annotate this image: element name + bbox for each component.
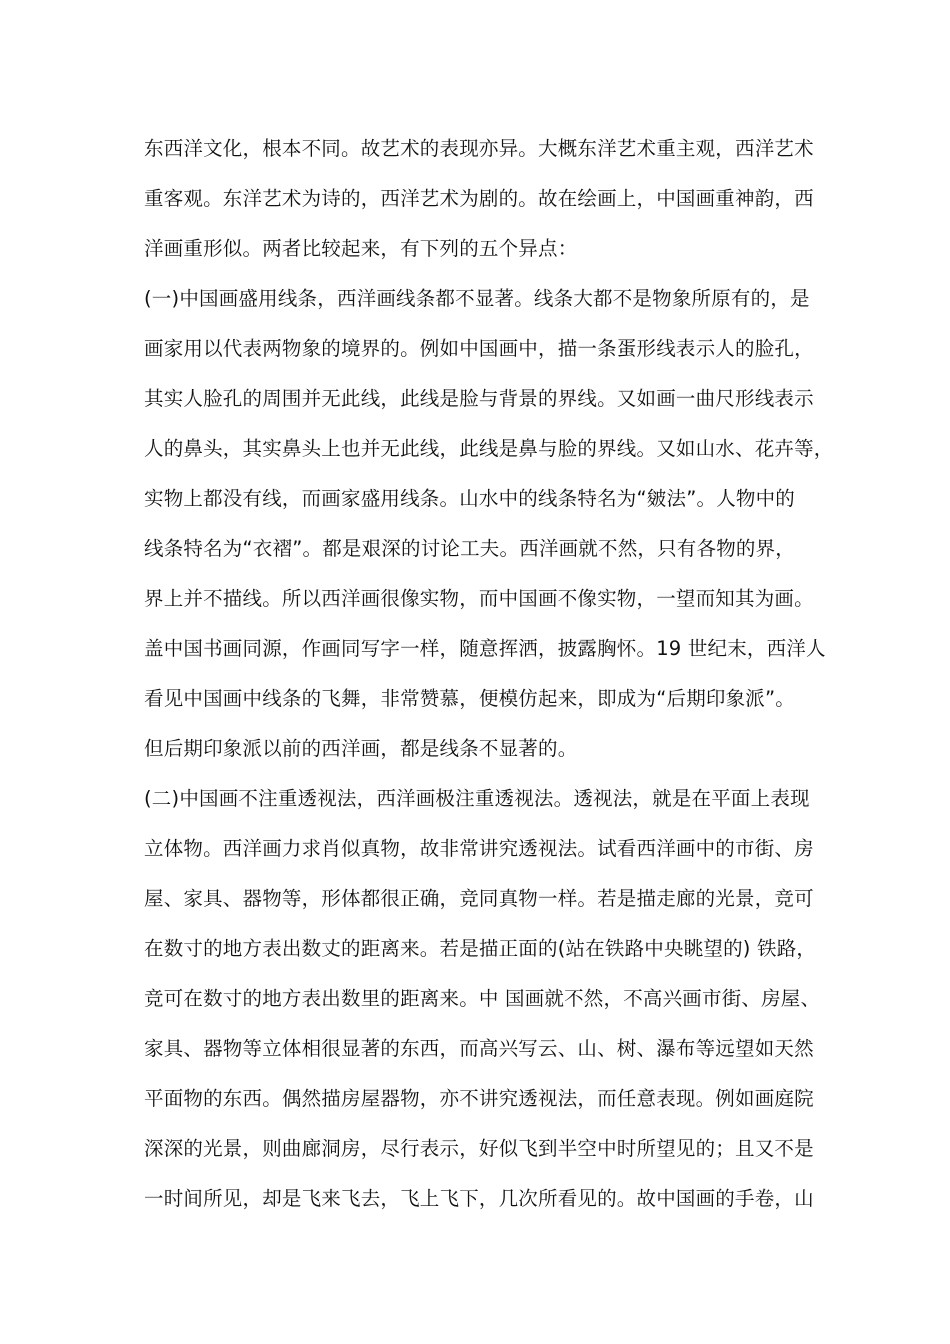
text-line: 东西洋文化，根本不同。故艺术的表现亦异。大概东洋艺术重主观，西洋艺术 <box>144 137 814 160</box>
text-line: 洋画重形似。两者比较起来，有下列的五个异点： <box>144 237 578 260</box>
text-line: 实物上都没有线，而画家盛用线条。山水中的线条特名为“皴法”。人物中的 <box>144 487 796 510</box>
text-line: 屋、家具、器物等，形体都很正确，竞同真物一样。若是描走廊的光景，竞可 <box>144 887 814 910</box>
text-line: 盖中国书画同源，作画同写字一样，随意挥洒，披露胸怀。19 世纪末，西洋人 <box>144 637 826 660</box>
text-line: 竞可在数寸的地方表出数里的距离来。中 国画就不然，不高兴画市街、房屋、 <box>144 987 821 1010</box>
text-line: 线条特名为“衣褶”。都是艰深的讨论工夫。西洋画就不然，只有各物的界， <box>144 537 796 560</box>
text-line: 人的鼻头，其实鼻头上也并无此线，此线是鼻与脸的界线。又如山水、花卉等， <box>144 437 834 460</box>
paragraph-start-line: (二)中国画不注重透视法，西洋画极注重透视法。透视法，就是在平面上表现 <box>144 787 810 810</box>
text-line: 在数寸的地方表出数丈的距离来。若是描正面的(站在铁路中央眺望的) 铁路， <box>144 937 817 960</box>
text-line: 家具、器物等立体相很显著的东西，而高兴写云、山、树、瀑布等远望如天然 <box>144 1037 814 1060</box>
text-line: 立体物。西洋画力求肖似真物，故非常讲究透视法。试看西洋画中的市街、房 <box>144 837 814 860</box>
text-line: 重客观。东洋艺术为诗的，西洋艺术为剧的。故在绘画上，中国画重神韵，西 <box>144 187 814 210</box>
text-line: 画家用以代表两物象的境界的。例如中国画中，描一条蛋形线表示人的脸孔， <box>144 337 814 360</box>
text-line: 界上并不描线。所以西洋画很像实物，而中国画不像实物，一望而知其为画。 <box>144 587 814 610</box>
text-line: 深深的光景，则曲廊洞房，尽行表示，好似飞到半空中时所望见的；且又不是 <box>144 1137 814 1160</box>
paragraph-start-line: (一)中国画盛用线条，西洋画线条都不显著。线条大都不是物象所原有的，是 <box>144 287 810 310</box>
text-line: 但后期印象派以前的西洋画，都是线条不显著的。 <box>144 737 578 760</box>
text-line: 看见中国画中线条的飞舞，非常赞慕，便模仿起来，即成为“后期印象派”。 <box>144 687 796 710</box>
text-line: 其实人脸孔的周围并无此线，此线是脸与背景的界线。又如画一曲尺形线表示 <box>144 387 814 410</box>
text-line: 平面物的东西。偶然描房屋器物，亦不讲究透视法，而任意表现。例如画庭院 <box>144 1087 814 1110</box>
text-line: 一时间所见，却是飞来飞去，飞上飞下，几次所看见的。故中国画的手卷，山 <box>144 1187 814 1210</box>
